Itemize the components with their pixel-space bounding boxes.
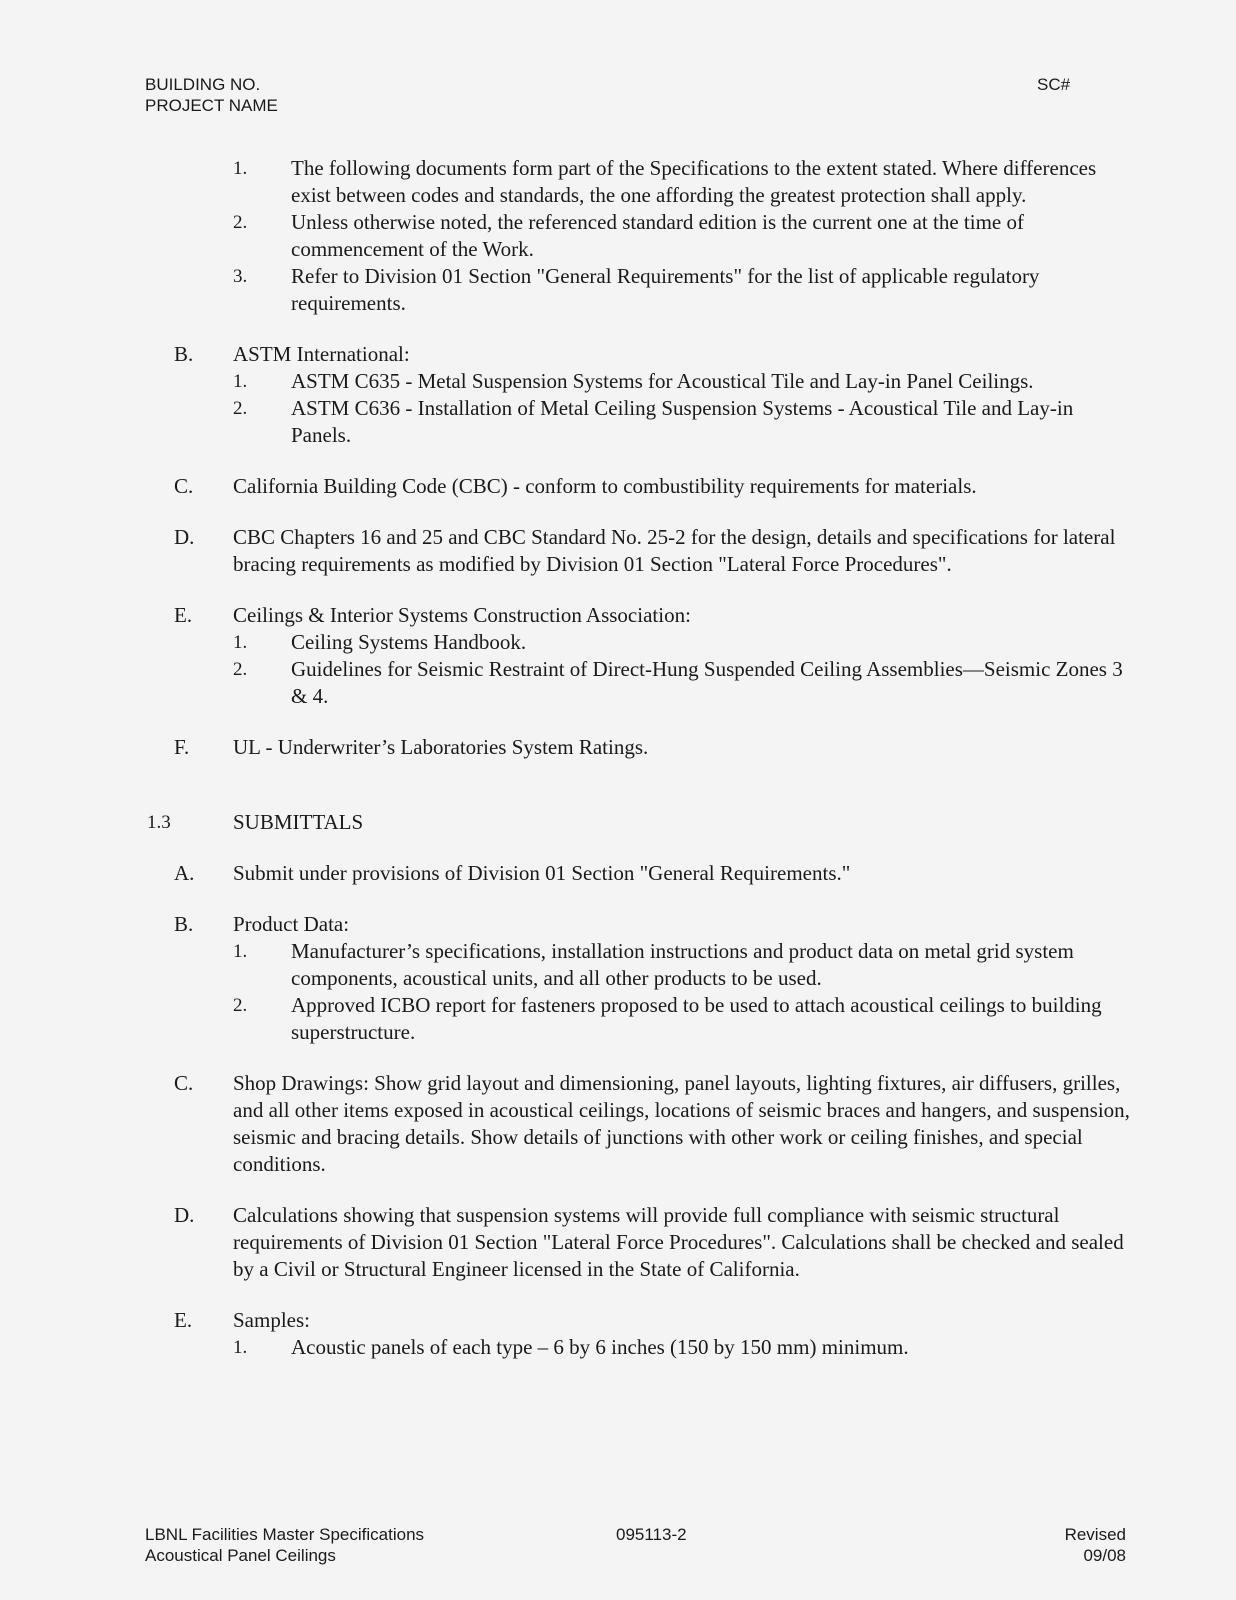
- page-number: 095113-2: [616, 1525, 687, 1544]
- paragraph-text: Calculations showing that suspension systems will provide full compliance with seismic structural requirements of Division 01 Section "Lateral Force Procedures". Calculations shall be checked and sealed by a Civil or Structural Engineer licensed in the State of California.: [233, 1203, 1124, 1281]
- item-text: Approved ICBO report for fasteners proposed to be used to attach acoustical ceilings to building superstructure.: [291, 993, 1102, 1044]
- building-number: BUILDING NO.: [145, 75, 261, 94]
- item-text: Ceiling Systems Handbook.: [291, 630, 527, 654]
- paragraph-label: E.: [174, 603, 193, 627]
- paragraph-text: Product Data:: [233, 912, 350, 936]
- document-body: [0, 155, 1236, 1361]
- item-text: Manufacturer’s specifications, installation instructions and product data on metal grid system components, acoustical units, and all other products to be used.: [291, 939, 1074, 990]
- paragraph-b: [0, 341, 1236, 368]
- section-heading: [0, 809, 1236, 836]
- item-number: 3.: [233, 266, 248, 287]
- paragraph-text: Submit under provisions of Division 01 Section "General Requirements.": [233, 861, 851, 885]
- list-item: [0, 656, 1236, 710]
- sc-number: SC#: [1037, 75, 1071, 94]
- section-number: 1.3: [147, 812, 171, 833]
- paragraph-text: California Building Code (CBC) - conform to combustibility requirements for materials.: [233, 474, 977, 498]
- paragraph-text: Shop Drawings: Show grid layout and dimensioning, panel layouts, lighting fixtures, air diffusers, grilles, and all other items exposed in acoustical ceilings, locations of seismic braces and hangers, and suspension, seismic and bracing details. Show details of junctions with other work or ceiling finishes, and special conditions.: [233, 1071, 1130, 1176]
- footer-spec-title: LBNL Facilities Master Specifications: [145, 1525, 425, 1544]
- list-item: [0, 938, 1236, 992]
- submittal-b: [0, 911, 1236, 938]
- revised-label: Revised: [1064, 1525, 1126, 1544]
- submittal-d: [0, 1202, 1236, 1283]
- item-text: Unless otherwise noted, the referenced standard edition is the current one at the time of commencement of the Work.: [291, 210, 1024, 261]
- paragraph-c: [0, 473, 1236, 500]
- item-number: 1.: [233, 158, 248, 179]
- section-title: SUBMITTALS: [233, 810, 364, 834]
- footer-section-title: Acoustical Panel Ceilings: [145, 1546, 336, 1565]
- page-footer-left: [145, 1524, 424, 1566]
- item-text: ASTM C635 - Metal Suspension Systems for Acoustical Tile and Lay-in Panel Ceilings.: [291, 369, 1034, 393]
- paragraph-d: [0, 524, 1236, 578]
- paragraph-label: B.: [174, 342, 194, 366]
- item-number: 1.: [233, 632, 248, 653]
- item-text: The following documents form part of the Specifications to the extent stated. Where differences exist between codes and standards, the one affording the greatest protection shall apply.: [291, 156, 1097, 207]
- submittal-c: [0, 1070, 1236, 1178]
- paragraph-f: [0, 734, 1236, 761]
- page-header-left: [145, 74, 278, 116]
- paragraph-text: Samples:: [233, 1308, 310, 1332]
- page-header-right: [1037, 74, 1070, 95]
- list-item: [0, 368, 1236, 395]
- item-number: 2.: [233, 212, 248, 233]
- item-number: 2.: [233, 659, 248, 680]
- paragraph-text: ASTM International:: [233, 342, 410, 366]
- list-item: [0, 155, 1236, 209]
- item-number: 1.: [233, 941, 248, 962]
- item-number: 2.: [233, 995, 248, 1016]
- item-number: 2.: [233, 398, 248, 419]
- paragraph-label: E.: [174, 1308, 193, 1332]
- paragraph-label: C.: [174, 1071, 194, 1095]
- item-text: Refer to Division 01 Section "General Requirements" for the list of applicable regulatory requirements.: [291, 264, 1040, 315]
- submittal-a: [0, 860, 1236, 887]
- paragraph-text: CBC Chapters 16 and 25 and CBC Standard No. 25-2 for the design, details and specifications for lateral bracing requirements as modified by Division 01 Section "Lateral Force Procedures".: [233, 525, 1116, 576]
- item-number: 1.: [233, 1337, 248, 1358]
- item-text: ASTM C636 - Installation of Metal Ceiling Suspension Systems - Acoustical Tile and Lay-in Panels.: [291, 396, 1074, 447]
- paragraph-e: [0, 602, 1236, 629]
- project-name: PROJECT NAME: [145, 96, 278, 115]
- paragraph-label: F.: [174, 735, 190, 759]
- paragraph-text: Ceilings & Interior Systems Construction Association:: [233, 603, 691, 627]
- revised-date: 09/08: [1083, 1546, 1126, 1565]
- list-item: [0, 1334, 1236, 1361]
- paragraph-label: A.: [174, 861, 195, 885]
- list-item: [0, 263, 1236, 317]
- paragraph-label: D.: [174, 525, 195, 549]
- item-number: 1.: [233, 371, 248, 392]
- list-item: [0, 395, 1236, 449]
- page-footer-center: [616, 1524, 687, 1545]
- submittal-e: [0, 1307, 1236, 1334]
- item-text: Guidelines for Seismic Restraint of Direct-Hung Suspended Ceiling Assemblies—Seismic Zones 3 & 4.: [291, 657, 1123, 708]
- paragraph-label: D.: [174, 1203, 195, 1227]
- paragraph-label: B.: [174, 912, 194, 936]
- list-item: [0, 629, 1236, 656]
- item-text: Acoustic panels of each type – 6 by 6 inches (150 by 150 mm) minimum.: [291, 1335, 909, 1359]
- list-item: [0, 209, 1236, 263]
- paragraph-label: C.: [174, 474, 194, 498]
- page-footer-right: [1065, 1524, 1126, 1566]
- list-item: [0, 992, 1236, 1046]
- paragraph-text: UL - Underwriter’s Laboratories System Ratings.: [233, 735, 649, 759]
